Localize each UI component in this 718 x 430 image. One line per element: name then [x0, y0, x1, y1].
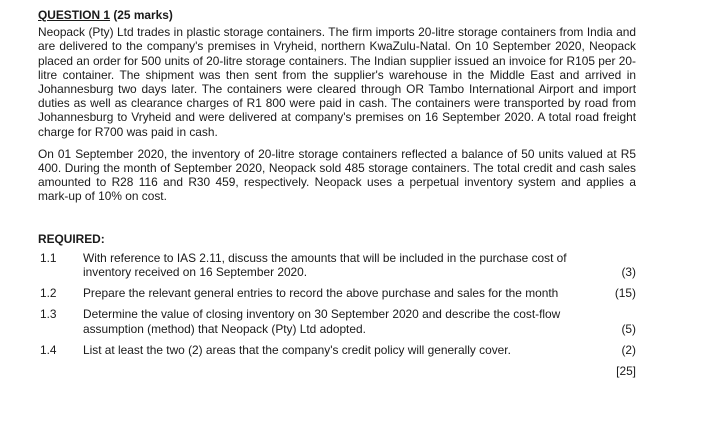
- requirement-item: [38, 343, 636, 357]
- required-label: REQUIRED:: [38, 231, 105, 246]
- requirement-marks: (2): [621, 342, 636, 357]
- question-title: QUESTION 1: [38, 8, 111, 22]
- requirement-number: 1.3: [40, 307, 57, 322]
- requirement-number: 1.1: [40, 250, 57, 265]
- requirement-marks: (15): [614, 286, 636, 301]
- requirement-text: With reference to IAS 2.11, discuss the amounts that will be included in the purchase cost of inventory received on 16 September 2020.: [83, 250, 567, 280]
- scenario-paragraph-2: On 01 September 2020, the inventory of 20-litre storage containers reflected a balance of 50 units valued at R5 400. During the month of September 2020, Neopack sold 485 storage containers. The total credit and cash sales amounted to R28 116 and R30 459, respectively. Neopack uses a perpetual inventory system and applies a mark-up of 10% on cost.: [38, 146, 636, 204]
- requirement-item: [38, 286, 636, 300]
- scenario-paragraph-1: Neopack (Pty) Ltd trades in plastic storage containers. The firm imports 20-litre storage containers from India and are delivered to the company's premises in Vryheid, northern KwaZulu-Natal. On 10 September 2020, Neopack placed an order for 500 units of 20-litre storage containers. The Indian supplier issued an invoice for R105 per 20-litre container. The shipment was then sent from the supplier's warehouse in the Middle East and arrived in Johannesburg two days later. The containers were cleared through OR Tambo International Airport and import duties as well as clearance charges of R1 800 were paid in cash. The containers were transported by road from Johannesburg to Vryheid and were delivered at company's premises on 16 September 2020. A total road freight charge for R700 was paid in cash.: [38, 25, 636, 139]
- requirement-item: [38, 307, 636, 335]
- requirement-number: 1.4: [40, 342, 57, 357]
- requirement-number: 1.2: [40, 286, 57, 301]
- requirement-text: Prepare the relevant general entries to record the above purchase and sales for the month: [83, 286, 559, 301]
- requirement-marks: (5): [621, 321, 636, 336]
- total-marks: [25]: [616, 364, 636, 379]
- requirement-text: List at least the two (2) areas that the company's credit policy will generally cover.: [83, 342, 511, 357]
- requirement-item: [38, 251, 636, 279]
- requirement-text: Determine the value of closing inventory on 30 September 2020 and describe the cost-flow assumption (method) that Neopack (Pty) Ltd adopted.: [83, 307, 561, 336]
- question-marks: (25 marks): [113, 8, 173, 22]
- requirement-marks: (3): [621, 265, 636, 280]
- question-heading: [38, 8, 636, 22]
